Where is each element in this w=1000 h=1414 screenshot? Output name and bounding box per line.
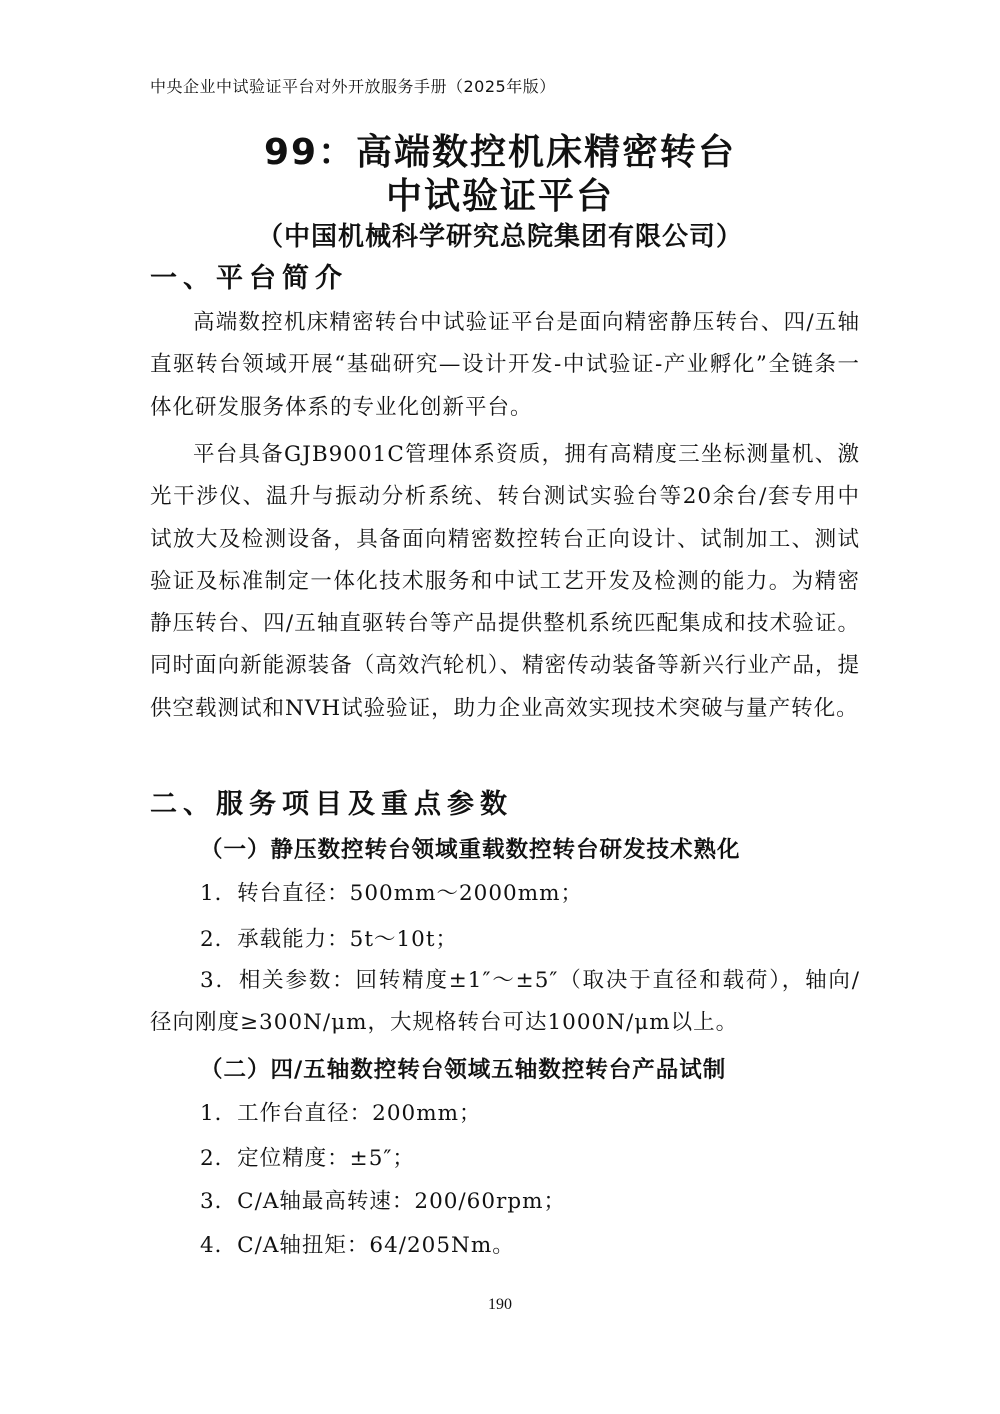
list-item: 4．C/A轴扭矩：64/205Nm。 — [200, 1233, 515, 1258]
subsection-heading-2: （二）四/五轴数控转台领域五轴数控转台产品试制 — [200, 1057, 727, 1083]
page-header: 中央企业中试验证平台对外开放服务手册（2025年版） — [150, 77, 556, 96]
section-heading-services: 二、服务项目及重点参数 — [150, 789, 513, 820]
list-item: 2．定位精度：±5″； — [200, 1146, 415, 1171]
page-title-line-2: 中试验证平台 — [385, 176, 614, 217]
page-title-line-1: 99：高端数控机床精密转台 — [263, 132, 737, 173]
list-item: 3．C/A轴最高转速：200/60rpm； — [200, 1189, 566, 1214]
subsection-heading-1: （一）静压数控转台领域重载数控转台研发技术熟化 — [200, 837, 741, 863]
section-heading-intro: 一、平台简介 — [150, 263, 348, 294]
list-item: 2．承载能力：5t～10t； — [200, 927, 458, 952]
page-number: 190 — [488, 1296, 512, 1313]
intro-paragraph-2: 平台具备GJB9001C管理体系资质，拥有高精度三坐标测量机、激光干涉仪、温升与振动分析系统、转台测试实验台等20余台/套专用中试放大及检测设备，具备面向精密数控转台正向设计、试制加工、测试验证及标准制定一体化技术服务和中试工艺开发及检测的能力。为精密静压转台、四/五轴直驱转台等产品提供整机系统匹配集成和技术验证。同时面向新能源装备（高效汽轮机）、精密传动装备等新兴行业产品，提供空载测试和NVH试验验证，助力企业高效实现技术突破与量产转化。 — [150, 442, 860, 721]
list-item: 3．相关参数：回转精度±1″～±5″（取决于直径和载荷），轴向/径向刚度≥300N/μm，大规格转台可达1000N/μm以上。 — [150, 968, 860, 1036]
organization-name: （中国机械科学研究总院集团有限公司） — [256, 222, 743, 252]
list-item: 1．工作台直径：200mm； — [200, 1101, 482, 1126]
list-item: 1．转台直径：500mm～2000mm； — [200, 881, 583, 906]
intro-paragraph-1: 高端数控机床精密转台中试验证平台是面向精密静压转台、四/五轴直驱转台领域开展“基础研究—设计开发-中试验证-产业孵化”全链条一体化研发服务体系的专业化创新平台。 — [150, 310, 860, 420]
